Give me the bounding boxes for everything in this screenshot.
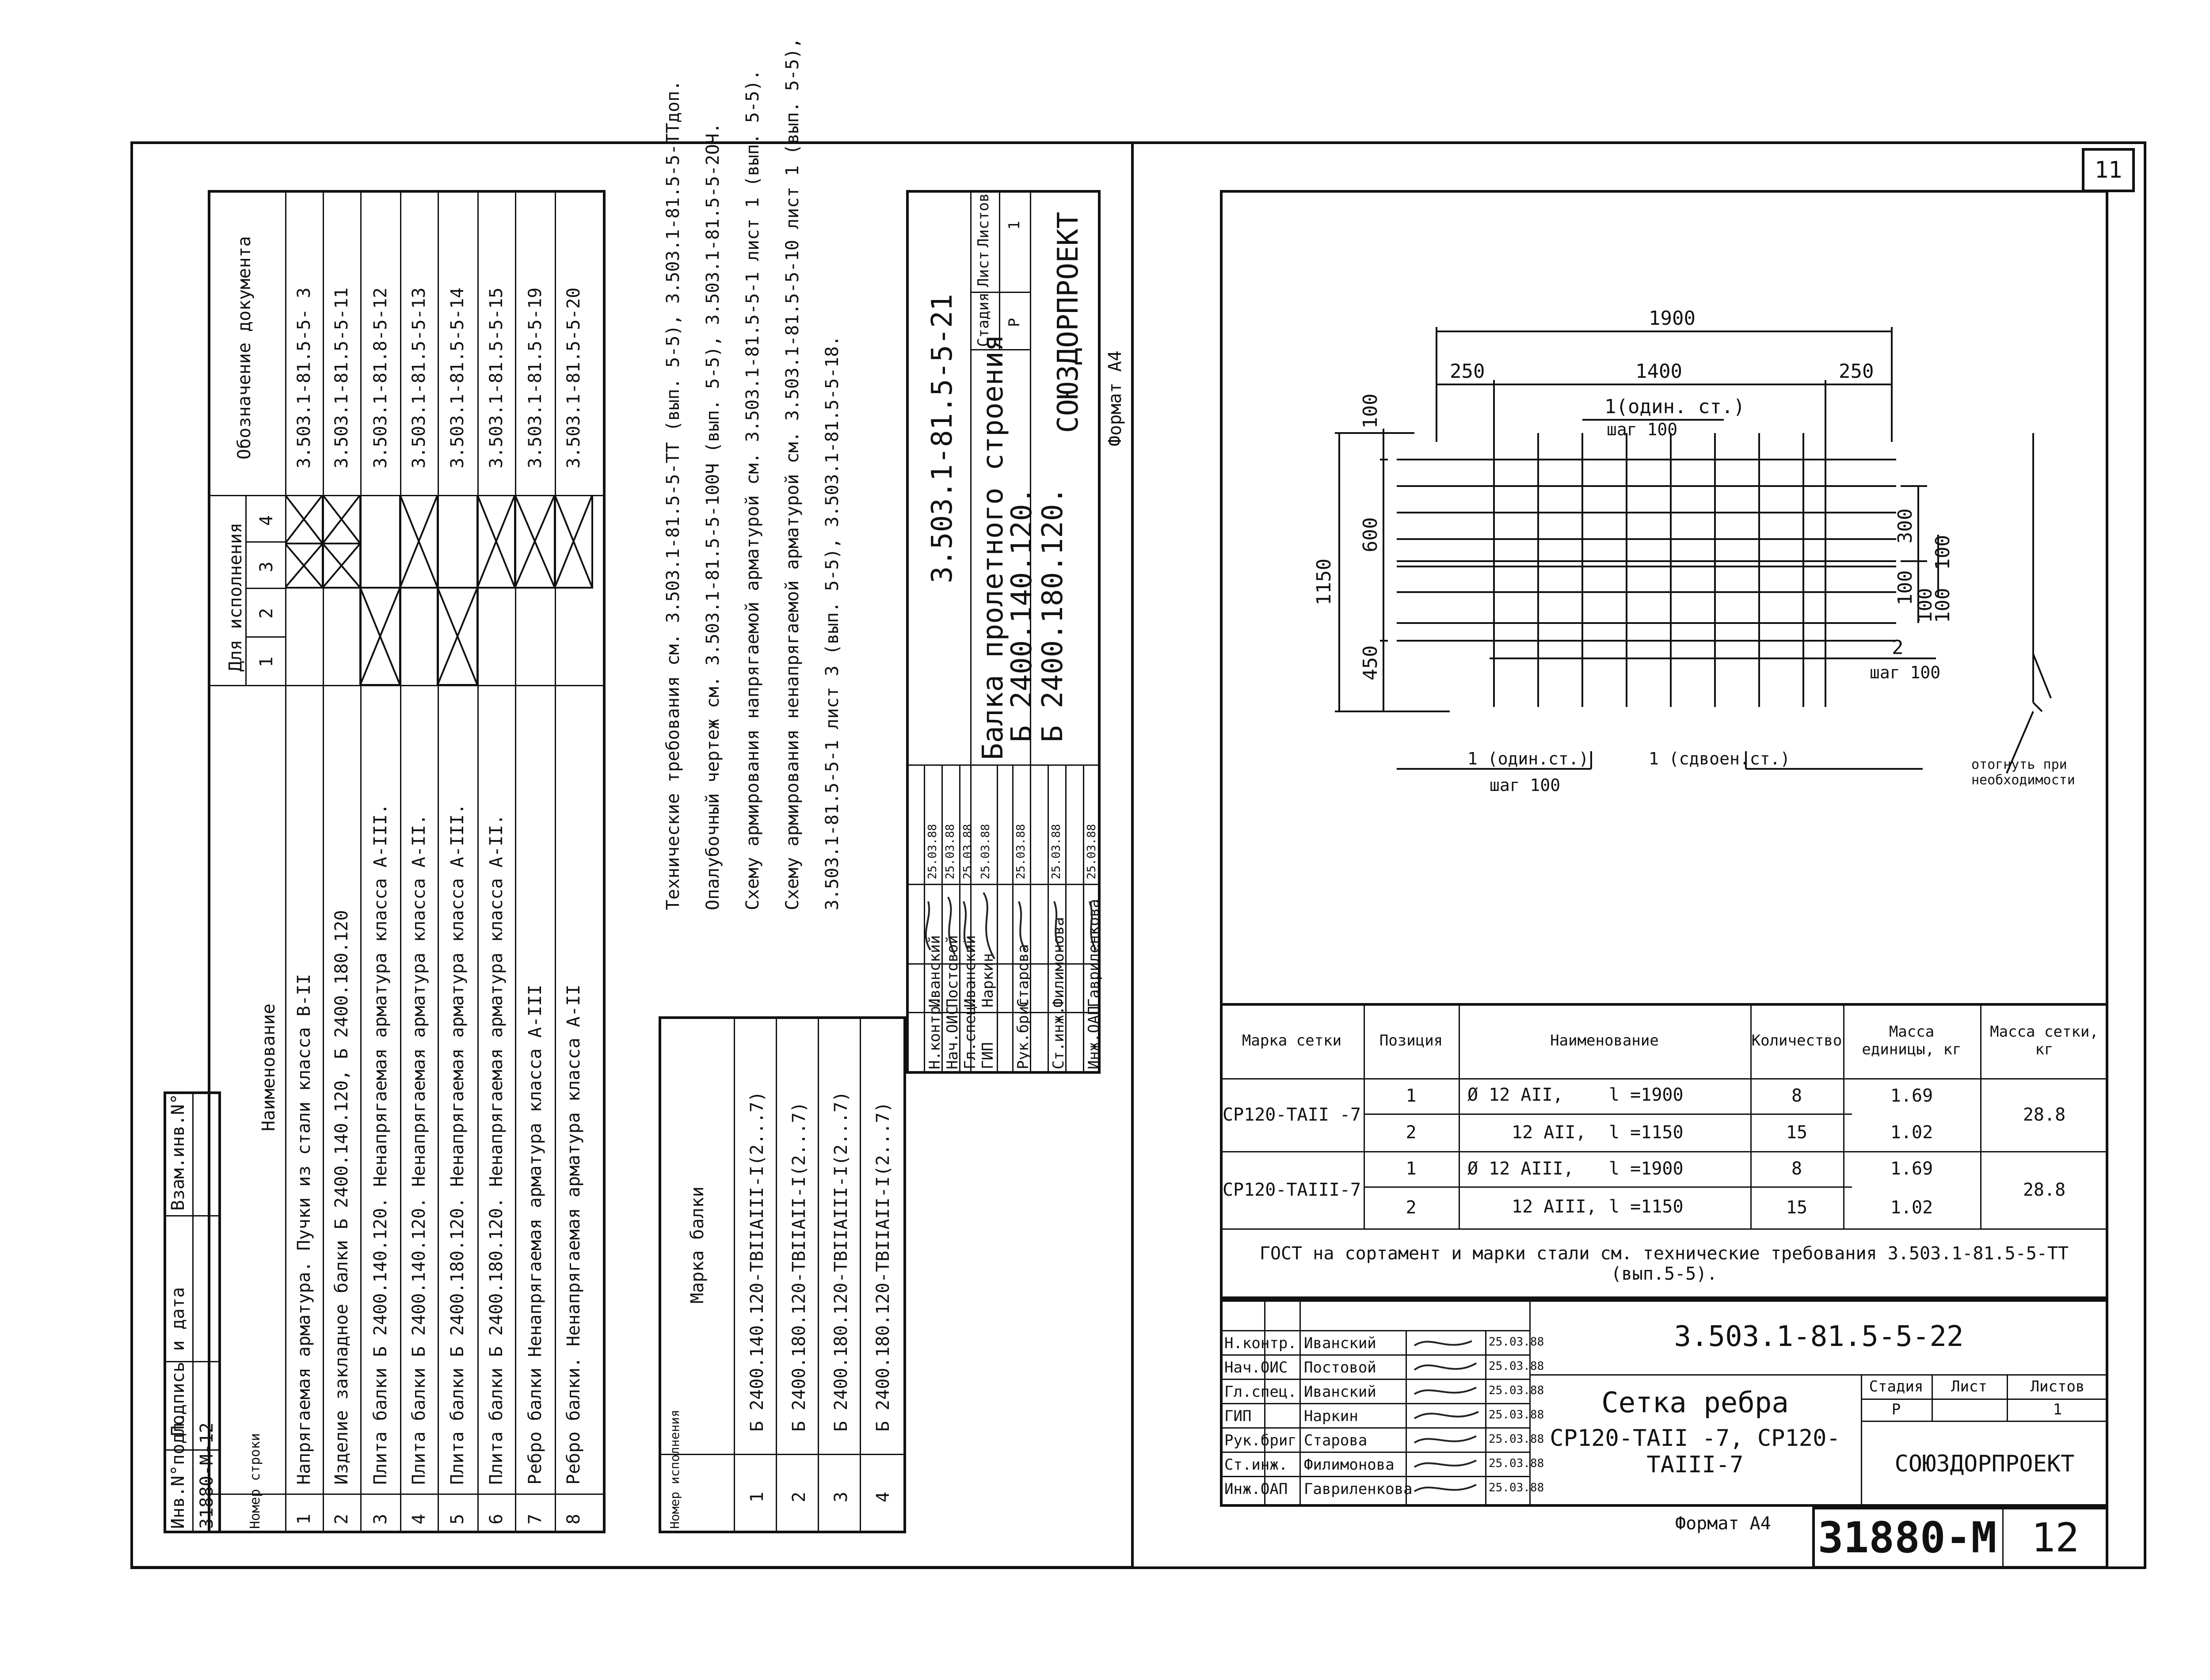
- stamp-vzam-label: Взам.инв.N°: [168, 1094, 188, 1211]
- mesh-row-qty: 15: [1786, 1122, 1808, 1143]
- bend-note-2: необходимости: [1971, 772, 2075, 788]
- mesh-group-total: 28.8: [2023, 1104, 2066, 1125]
- spec-row-num: 7: [525, 1513, 545, 1524]
- spec-row-name: Плита балки Б 2400.140.120. Ненапрягаемая арматура класса А-II.: [409, 814, 429, 1485]
- spec-row-name: Ребро балки Ненапрягаемая арматура класса А-III: [525, 984, 545, 1485]
- left-format: Формат А4: [1105, 350, 1125, 446]
- dim-right: 250: [1839, 360, 1874, 383]
- mark-row-mark: Б 2400.180.120-ТВIIАII-I(2...7): [873, 1102, 893, 1432]
- left-title-code: 3.503.1-81.5-5-21: [926, 293, 959, 583]
- mesh-row-len: l =1900: [1609, 1159, 1684, 1179]
- left-staff-date: 25.03.88: [1050, 824, 1063, 879]
- callout-4: 1 (сдвоен.ст.): [1649, 749, 1791, 768]
- exec-crosses: [285, 495, 606, 685]
- mesh-row-len: l =1150: [1609, 1122, 1684, 1143]
- mesh-drawing: [1282, 287, 2077, 817]
- mesh-row-pos: 2: [1406, 1197, 1417, 1218]
- stamp-inv-label: Инв.N°подл.: [168, 1412, 188, 1529]
- right-staff-date: 25.03.88: [1489, 1481, 1544, 1494]
- left-staff-name: Иванский: [926, 935, 944, 1007]
- right-sheet-label: Лист: [1951, 1377, 1987, 1395]
- right-sheets: 1: [2053, 1401, 2062, 1418]
- right-staff-date: 25.03.88: [1489, 1433, 1544, 1446]
- spec-row-doc: 3.503.1-81.5-5-19: [525, 287, 545, 468]
- mesh-row-len: l =1900: [1609, 1085, 1684, 1105]
- left-staff-name: Старова: [1014, 944, 1032, 1007]
- dim-100: 100: [1359, 393, 1382, 429]
- mesh-row-len: l =1150: [1609, 1197, 1684, 1217]
- dim-100b: 100: [1914, 588, 1936, 623]
- mesh-group-mark: СР120-ТАIII-7: [1222, 1179, 1361, 1200]
- callout-3: 1 (один.ст.): [1467, 749, 1589, 768]
- left-staff-name: Гавриленкова: [1085, 899, 1103, 1007]
- mesh-header-name: Наименование: [1550, 1032, 1659, 1049]
- dim-total: 1900: [1649, 307, 1696, 330]
- album-code: 31880-М: [1818, 1513, 1997, 1562]
- spec-row-name: Плита балки Б 2400.140.120. Ненапрягаемая арматура класса А-III.: [370, 803, 391, 1485]
- mesh-group-total: 28.8: [2023, 1179, 2066, 1200]
- exec-col-2: 2: [256, 608, 277, 619]
- mark-row-num: 2: [789, 1491, 809, 1502]
- dim-600: 600: [1359, 517, 1382, 552]
- right-staff-date: 25.03.88: [1489, 1408, 1544, 1422]
- mesh-row-qty: 15: [1786, 1197, 1808, 1218]
- right-staff-date: 25.03.88: [1489, 1360, 1544, 1373]
- left-title-name: Балка пролетного строения: [977, 334, 1010, 760]
- spec-row-name: Напрягаемая арматура. Пучки из стали класса В-II: [294, 974, 314, 1485]
- right-staff-role: Рук.бриг: [1224, 1432, 1297, 1449]
- left-staff-role: Гл.спец.: [961, 997, 979, 1069]
- right-staff-role: Ст.инж.: [1224, 1456, 1288, 1474]
- left-staff-date: 25.03.88: [979, 824, 992, 879]
- right-staff-date: 25.03.88: [1489, 1457, 1544, 1470]
- right-staff-role: Гл.спец.: [1224, 1383, 1297, 1401]
- left-staff-role: Ст.инж.: [1050, 1006, 1067, 1069]
- callout-1-step: шаг 100: [1607, 420, 1678, 439]
- spec-row-doc: 3.503.1-81.5-5-13: [409, 287, 429, 468]
- left-title-sub1: Б 2400.140.120.: [1006, 487, 1038, 742]
- spec-row-doc: 3.503.1-81.8-5-12: [370, 287, 391, 468]
- right-staff-name: Гавриленкова: [1304, 1480, 1413, 1498]
- spec-row-name: Плита балки Б 2400.180.120. Ненапрягаемая арматура класса А-III.: [447, 803, 468, 1485]
- spec-row-num: 4: [409, 1513, 429, 1524]
- spec-row-doc: 3.503.1-81.5-5- 3: [294, 287, 314, 468]
- mesh-header-pos: Позиция: [1379, 1032, 1443, 1049]
- left-title-sub2: Б 2400.180.120.: [1036, 487, 1069, 742]
- spec-header-name: Наименование: [259, 1003, 279, 1131]
- spec-header-doc: Обозначение документа: [234, 236, 255, 460]
- spec-row-num: 5: [447, 1513, 468, 1524]
- left-staff-role: Н.контр.: [926, 997, 944, 1069]
- left-staff-date: 25.03.88: [926, 824, 939, 879]
- right-staff-name: Старова: [1304, 1432, 1368, 1449]
- callout-2: 2: [1892, 636, 1904, 659]
- spec-row-doc: 3.503.1-81.5-5-11: [332, 287, 352, 468]
- stamp-inv-value: 31880-M-12: [197, 1422, 217, 1529]
- right-staff-name: Постовой: [1304, 1359, 1376, 1376]
- right-staff-name: Филимонова: [1304, 1456, 1395, 1474]
- left-sheets-label: Листов: [975, 193, 992, 247]
- mesh-row-pos: 1: [1406, 1086, 1417, 1106]
- left-staff-role: Нач.ОИС: [944, 1006, 961, 1069]
- note-line: Опалубочный чертеж см. 3.503.1-81.5-5-100Ч (вып. 5-5), 3.503.1-81.5-5-2ОЧ.: [703, 122, 723, 910]
- mesh-header-mass-unit: Масса единицы, кг: [1862, 1023, 1962, 1058]
- right-staff-date: 25.03.88: [1489, 1335, 1544, 1349]
- spec-row-num: 2: [332, 1513, 352, 1524]
- note-line: Схему армирования напрягаемой арматурой см. 3.503.1-81.5-5-1 лист 1 (вып. 5-5).: [743, 69, 763, 910]
- spec-row-doc: 3.503.1-81.5-5-20: [564, 287, 584, 468]
- left-staff-date: 25.03.88: [1085, 824, 1098, 879]
- mesh-row-qty: 8: [1791, 1086, 1802, 1106]
- mesh-row-qty: 8: [1791, 1159, 1802, 1179]
- spec-row-name: Ребро балки. Ненапрягаемая арматура класса А-II: [564, 984, 584, 1485]
- dim-100a: 100: [1894, 570, 1917, 605]
- left-org: СОЮЗДОРПРОЕКТ: [1052, 212, 1085, 433]
- gost-note: ГОСТ на сортамент и марки стали см. технические требования 3.503.1-81.5-5-ТТ (вып.5-5).: [1259, 1243, 2069, 1284]
- callout-2-step: шаг 100: [1870, 663, 1941, 682]
- note-line: Схему армирования ненапрягаемой арматурой см. 3.503.1-81.5-5-10 лист 1 (вып. 5-5),: [782, 38, 803, 910]
- mesh-row-pos: 1: [1406, 1159, 1417, 1179]
- mesh-row-mass: 1.02: [1890, 1122, 1933, 1143]
- right-title-sub: СР120-ТАII -7, СР120-ТАIII-7: [1550, 1425, 1840, 1478]
- dim-100d: 100: [1932, 588, 1954, 623]
- spec-row-name: Изделие закладное балки Б 2400.140.120, Б 2400.180.120: [332, 910, 352, 1485]
- dim-450: 450: [1359, 645, 1382, 680]
- mesh-row-name: Ø 12 АII,: [1467, 1085, 1563, 1105]
- left-staff-date: 25.03.88: [1014, 824, 1028, 879]
- mark-row-num: 1: [747, 1491, 767, 1502]
- exec-col-4: 4: [256, 515, 277, 526]
- bend-note-1: отогнуть при: [1971, 757, 2067, 772]
- left-sheets: 1: [1006, 220, 1023, 230]
- mesh-row-mass: 1.69: [1890, 1086, 1933, 1106]
- left-staff-role: ГИП: [979, 1042, 997, 1069]
- right-signatures: [1406, 1330, 1485, 1507]
- right-format: Формат А4: [1675, 1513, 1771, 1534]
- right-org: СОЮЗДОРПРОЕКТ: [1894, 1450, 2075, 1477]
- left-staff-name: Постовой: [944, 935, 961, 1007]
- spec-table: [208, 190, 606, 1533]
- mark-row-mark: Б 2400.180.120-ТВIIАII-I(2...7): [789, 1102, 809, 1432]
- left-staff-date: 25.03.88: [961, 824, 975, 879]
- mesh-group-mark: СР120-ТАII -7: [1222, 1104, 1361, 1125]
- mesh-row-name: 12 АIII,: [1512, 1197, 1597, 1217]
- right-staff-role: Нач.ОИС: [1224, 1359, 1288, 1376]
- mark-row-mark: Б 2400.140.120-ТВIIАIII-I(2...7): [747, 1091, 767, 1432]
- mesh-header-mark: Марка сетки: [1242, 1032, 1342, 1049]
- right-staff-name: Иванский: [1304, 1334, 1376, 1352]
- right-staff-name: Иванский: [1304, 1383, 1376, 1401]
- note-line: Технические требования см. 3.503.1-81.5-5-ТТ (вып. 5-5), 3.503.1-81.5-5-ТТдоп.: [663, 80, 683, 910]
- left-staff-name: Иванский: [961, 935, 979, 1007]
- mark-header-mark: Марка балки: [687, 1186, 708, 1304]
- right-staff-role: Н.контр.: [1224, 1334, 1297, 1352]
- mesh-row-mass: 1.02: [1890, 1197, 1933, 1218]
- left-stage: Р: [1006, 318, 1023, 327]
- spec-row-num: 1: [294, 1513, 314, 1524]
- exec-col-3: 3: [256, 561, 277, 572]
- mesh-row-name: 12 АII,: [1512, 1122, 1586, 1143]
- top-sheet-number: 11: [2094, 157, 2122, 183]
- dim-height: 1150: [1313, 559, 1335, 605]
- spec-row-doc: 3.503.1-81.5-5-15: [486, 287, 507, 468]
- mesh-row-name: Ø 12 АIII,: [1467, 1159, 1574, 1179]
- spec-row-num: 6: [486, 1513, 507, 1524]
- right-staff-role: Инж.ОАП: [1224, 1480, 1288, 1498]
- spec-header-row-num: Номер строки: [248, 1433, 263, 1529]
- mark-row-mark: Б 2400.180.120-ТВIIАIII-I(2...7): [831, 1091, 851, 1432]
- left-staff-date: 25.03.88: [944, 824, 957, 879]
- mark-row-num: 4: [873, 1491, 893, 1502]
- right-staff-role: ГИП: [1224, 1407, 1252, 1425]
- left-staff-role: Рук.бриг: [1014, 997, 1032, 1069]
- right-sheets-label: Листов: [2030, 1377, 2085, 1395]
- right-stage-label: Стадия: [1869, 1377, 1924, 1395]
- right-staff-name: Наркин: [1304, 1407, 1358, 1425]
- mesh-header-mass-total: Масса сетки, кг: [1990, 1023, 2099, 1058]
- dim-300: 300: [1894, 508, 1917, 544]
- dim-100c: 100: [1932, 535, 1954, 570]
- spec-row-doc: 3.503.1-81.5-5-14: [447, 287, 468, 468]
- right-title-code: 3.503.1-81.5-5-22: [1674, 1320, 1964, 1353]
- spec-row-num: 8: [564, 1513, 584, 1524]
- spec-row-name: Плита балки Б 2400.180.120. Ненапрягаемая арматура класса А-II.: [486, 814, 507, 1485]
- dim-left: 250: [1450, 360, 1485, 383]
- mark-header-num: Номер исполнения: [667, 1410, 682, 1529]
- left-staff-name: Филимонова: [1050, 917, 1067, 1007]
- exec-col-1: 1: [256, 656, 277, 667]
- left-staff-role: Инж.ОАП: [1085, 1006, 1103, 1069]
- stamp-sign-label: Подпись и дата: [168, 1287, 188, 1436]
- callout-3-step: шаг 100: [1490, 775, 1561, 795]
- spec-header-exec: Для исполнения: [225, 522, 246, 672]
- left-staff-name: Наркин: [979, 953, 997, 1007]
- spec-row-num: 3: [370, 1513, 391, 1524]
- page-number: 12: [2031, 1514, 2080, 1561]
- mark-row-num: 3: [831, 1491, 851, 1502]
- note-line: 3.503.1-81.5-5-1 лист 3 (вып. 5-5), 3.503.1-81.5-5-18.: [822, 335, 842, 910]
- mesh-header-qty: Количество: [1751, 1032, 1842, 1049]
- mesh-row-mass: 1.69: [1890, 1159, 1933, 1179]
- right-staff-date: 25.03.88: [1489, 1384, 1544, 1397]
- right-title-name: Сетка ребра: [1601, 1387, 1789, 1419]
- left-stage-label: Стадия: [975, 293, 992, 347]
- left-signatures: [906, 884, 1101, 963]
- left-sheet-label: Лист: [975, 251, 992, 287]
- dim-mid: 1400: [1635, 360, 1682, 383]
- mesh-row-pos: 2: [1406, 1122, 1417, 1143]
- right-stage: Р: [1891, 1401, 1901, 1418]
- callout-1: 1(один. ст.): [1604, 395, 1745, 418]
